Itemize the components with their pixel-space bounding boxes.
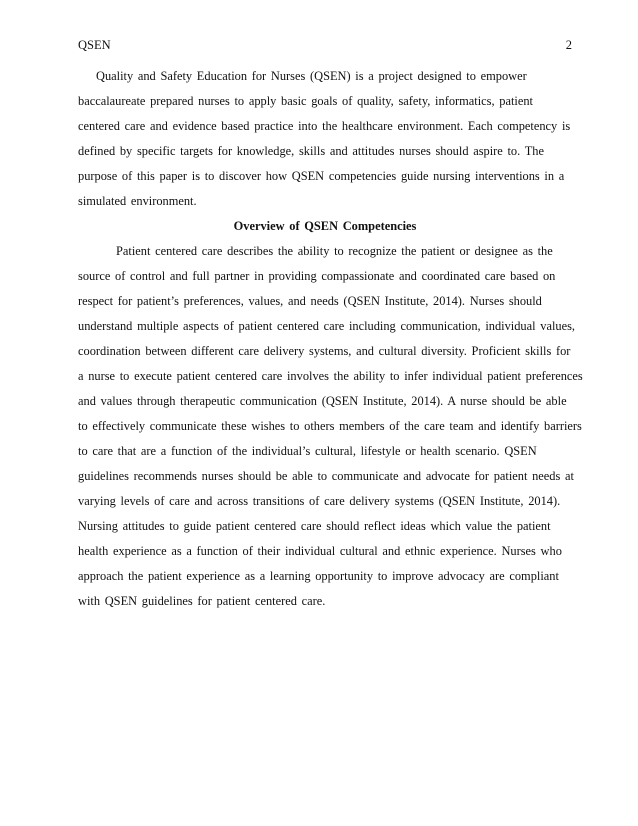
text-line: with QSEN guidelines for patient centered care. xyxy=(78,594,326,608)
text-line: baccalaureate prepared nurses to apply basic goals of quality, safety, informatics, patient xyxy=(78,94,533,108)
text-line: respect for patient’s preferences, values, and needs (QSEN Institute, 2014). Nurses should xyxy=(78,294,542,308)
page-number: 2 xyxy=(565,38,572,52)
text-line: to effectively communicate these wishes to others members of the care team and identify barriers xyxy=(78,419,582,433)
section-heading: Overview of QSEN Competencies xyxy=(233,219,417,233)
text-line: Nursing attitudes to guide patient centered care should reflect ideas which value the patient xyxy=(78,519,551,533)
text-line: health experience as a function of their individual cultural and ethnic experience. Nurses who xyxy=(78,544,562,558)
text-line: source of control and full partner in providing compassionate and coordinated care based on xyxy=(78,269,556,283)
text-line: simulated environment. xyxy=(78,194,197,208)
text-line: varying levels of care and across transitions of care delivery systems (QSEN Institute, 2014). xyxy=(78,494,561,508)
text-line: to care that are a function of the individual’s cultural, lifestyle or health scenario. QSEN xyxy=(78,444,537,458)
text-line: a nurse to execute patient centered care involves the ability to infer individual patient preferences xyxy=(78,369,583,383)
running-title: QSEN xyxy=(78,38,111,52)
competency-paragraph xyxy=(78,239,583,614)
text-line: defined by specific targets for knowledge, skills and attitudes nurses should aspire to. The xyxy=(78,144,544,158)
document-body xyxy=(78,64,583,614)
text-line: Quality and Safety Education for Nurses (QSEN) is a project designed to empower xyxy=(96,69,527,83)
running-header xyxy=(78,36,572,54)
text-line: guidelines recommends nurses should be able to communicate and advocate for patient needs at xyxy=(78,469,574,483)
text-line: centered care and evidence based practice into the healthcare environment. Each competency is xyxy=(78,119,571,133)
text-line: approach the patient experience as a learning opportunity to improve advocacy are compliant xyxy=(78,569,559,583)
text-line: purpose of this paper is to discover how QSEN competencies guide nursing interventions in a xyxy=(78,169,565,183)
text-line: Patient centered care describes the ability to recognize the patient or designee as the xyxy=(116,244,553,258)
text-line: coordination between different care delivery systems, and cultural diversity. Proficient skills for xyxy=(78,344,571,358)
intro-paragraph xyxy=(78,64,572,214)
text-line: and values through therapeutic communication (QSEN Institute, 2014). A nurse should be able xyxy=(78,394,567,408)
text-line: understand multiple aspects of patient centered care including communication, individual values, xyxy=(78,319,576,333)
